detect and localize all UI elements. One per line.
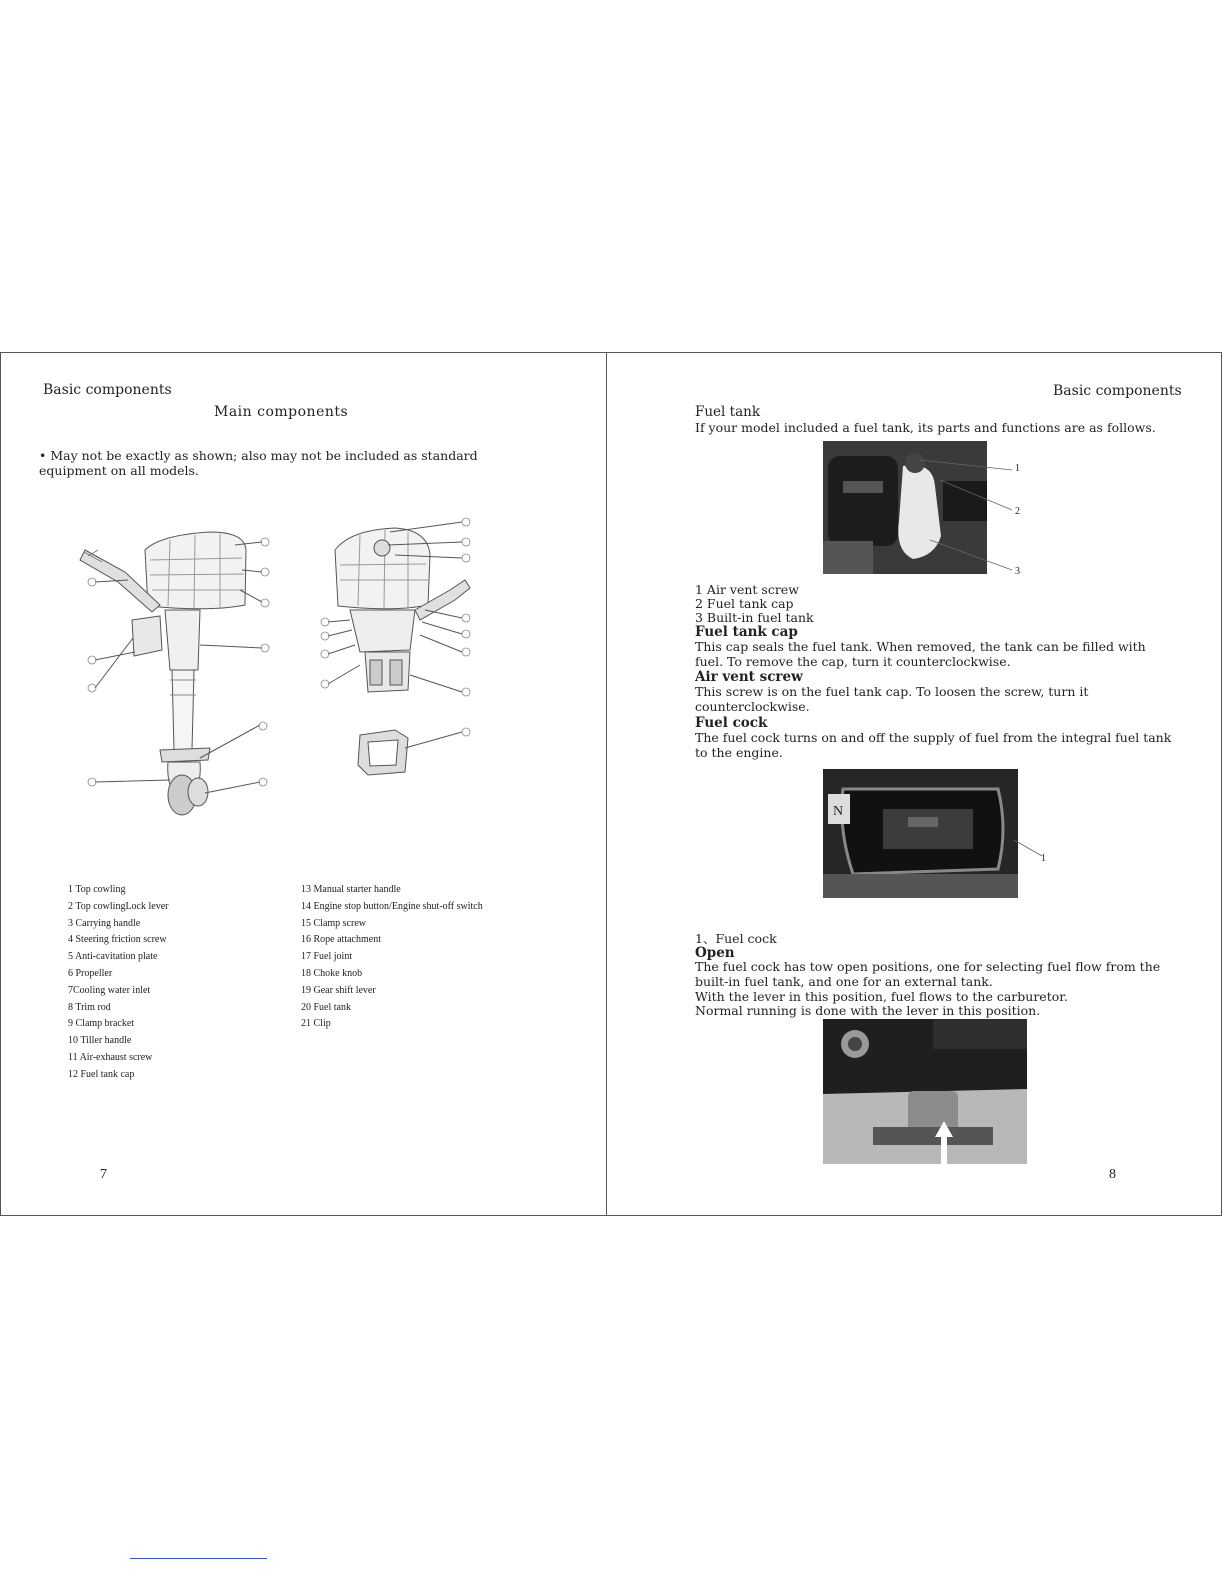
vent-heading: Air vent screw — [695, 669, 803, 685]
open-heading: Open — [695, 945, 735, 961]
legend-item: 15 Clamp screw — [301, 917, 366, 929]
legend-item: 13 Manual starter handle — [301, 884, 401, 895]
left-page-number: 7 — [100, 1167, 107, 1182]
legend-item: 12 Fuel tank cap — [68, 1068, 135, 1080]
legend-item: 8 Trim rod — [68, 1001, 111, 1013]
cock-text: The fuel cock turns on and off the supply of fuel from the integral fuel tank to the engine. — [695, 730, 1172, 760]
outboard-diagram — [70, 510, 510, 820]
svg-text:N: N — [833, 804, 844, 819]
page-divider — [606, 352, 607, 1216]
photo1-callout: 2 — [1015, 506, 1020, 517]
cap-text: This cap seals the fuel tank. When removed, the tank can be filled with fuel. To remove the cap, turn it counterclockwise. — [695, 639, 1146, 669]
legend-item: 3 Carrying handle — [68, 917, 141, 929]
legend-item: 1 Top cowling — [68, 884, 126, 895]
photo2-leader — [1012, 838, 1052, 863]
legend-item: 21 Clip — [301, 1018, 331, 1030]
footer-link-underline — [130, 1558, 267, 1559]
vent-text: This screw is on the fuel tank cap. To loosen the screw, turn it counterclockwise. — [695, 684, 1089, 714]
right-header: Basic components — [1053, 383, 1182, 399]
fuel-cock-photo — [823, 769, 1018, 898]
legend-item: 14 Engine stop button/Engine shut-off switch — [301, 900, 483, 912]
legend-item: 17 Fuel joint — [301, 951, 353, 963]
legend-col-2 — [301, 882, 483, 1033]
cock-heading: Fuel cock — [695, 715, 768, 731]
lever-position-photo — [823, 1019, 1027, 1164]
cap-heading: Fuel tank cap — [695, 624, 798, 640]
legend-item: 2 Top cowlingLock lever — [68, 900, 169, 912]
fuel-tank-intro: If your model included a fuel tank, its parts and functions are as follows. — [695, 420, 1156, 435]
legend-item: 18 Choke knob — [301, 967, 363, 979]
left-title: Main components — [214, 404, 349, 420]
parts-item: 1 Air vent screw — [695, 582, 799, 597]
legend-item: 7Cooling water inlet — [68, 984, 151, 996]
parts-item: 3 Built-in fuel tank — [695, 610, 814, 625]
open-text-3: Normal running is done with the lever in this position. — [695, 1003, 1041, 1018]
parts-item: 2 Fuel tank cap — [695, 596, 794, 611]
legend-item: 9 Clamp bracket — [68, 1018, 135, 1030]
open-text-2: With the lever in this position, fuel flows to the carburetor. — [695, 989, 1068, 1004]
photo1-callout: 3 — [1015, 566, 1020, 577]
legend-item: 16 Rope attachment — [301, 934, 381, 946]
legend-item: 6 Propeller — [68, 967, 113, 979]
right-page-number: 8 — [1109, 1167, 1116, 1182]
photo1-callout: 1 — [1015, 463, 1020, 474]
photo1-leaders — [900, 450, 1030, 580]
legend-item: 19 Gear shift lever — [301, 984, 376, 996]
parts-list — [695, 583, 814, 625]
fuel-tank-heading: Fuel tank — [695, 404, 761, 420]
legend-item: 10 Tiller handle — [68, 1035, 132, 1047]
legend-item: 11 Air-exhaust screw — [68, 1051, 153, 1063]
open-text-1: The fuel cock has tow open positions, one for selecting fuel flow from the built-in fuel tank, and one for an external tank. — [695, 959, 1161, 989]
legend-col-1 — [68, 882, 168, 1084]
legend-item: 5 Anti-cavitation plate — [68, 951, 158, 963]
legend-item: 20 Fuel tank — [301, 1001, 351, 1013]
left-header: Basic components — [43, 382, 172, 398]
cock-item: 1、Fuel cock — [695, 931, 777, 946]
left-note: • May not be exactly as shown; also may not be included as standard equipment on all models. — [39, 448, 478, 478]
photo2-callout: 1 — [1041, 853, 1046, 864]
legend-item: 4 Steering friction screw — [68, 934, 167, 946]
